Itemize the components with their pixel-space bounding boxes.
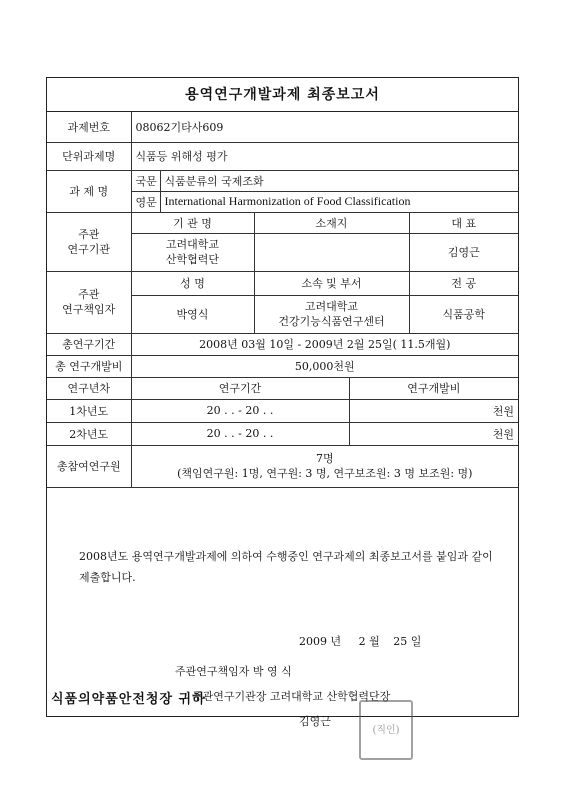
- researcher-major-header: 전 공: [409, 271, 518, 295]
- org-address-value: [254, 233, 409, 271]
- participants-total: 7명: [315, 452, 334, 465]
- yearly-label: 연구년차: [47, 377, 131, 399]
- participants-breakdown: (책임연구원: 1명, 연구원: 3 명, 연구보조원: 3 명 보조원: 명): [177, 467, 473, 480]
- host-researcher-label-line1: 주관: [78, 288, 100, 301]
- row-unit-project: [47, 142, 518, 170]
- researcher-dept-header: 소속 및 부서: [254, 271, 409, 295]
- unit-project-label: 단위과제명: [47, 142, 131, 170]
- researcher-name-header: 성 명: [131, 271, 254, 295]
- row-researcher-header: [47, 271, 518, 295]
- addressee: 식품의약품안전청장 귀하: [51, 692, 206, 707]
- org-name-line2: 산학협력단: [165, 253, 220, 266]
- org-rep-value: 김영근: [409, 233, 518, 271]
- korean-title: 식품분류의 국제조화: [160, 170, 518, 191]
- row-yearly-header: [47, 377, 518, 399]
- host-org-label-line2: 연구기관: [67, 242, 110, 256]
- year-1-period: 20 . . - 20 . .: [131, 399, 349, 422]
- korean-label: 국문: [131, 170, 160, 191]
- org-head-name: 김영근: [299, 715, 331, 728]
- researcher-major-value: 식품공학: [409, 295, 518, 333]
- host-researcher-label: [47, 271, 131, 333]
- total-cost-label: 총 연구개발비: [47, 355, 131, 377]
- org-name-line1: 고려대학교: [165, 238, 220, 251]
- host-researcher-label-line2: 연구책임자: [62, 303, 116, 316]
- date-month: 2 월: [358, 635, 380, 648]
- participants-value: [131, 445, 518, 487]
- submission-statement: 2008년도 용역연구개발과제에 의하여 수행중인 연구과제의 최종보고서를 붙임과 같이 제출합니다.: [79, 550, 493, 584]
- org-head-signature-line: 주관연구기관장 고려대학교 산학협력단장: [192, 690, 391, 703]
- org-address-header: 소재지: [254, 212, 409, 233]
- year-1-label: 1차년도: [47, 399, 131, 422]
- yearly-cost-header: 연구개발비: [349, 377, 518, 399]
- yearly-period-header: 연구기간: [131, 377, 349, 399]
- year-2-cost: 천원: [349, 422, 518, 445]
- english-label: 영문: [131, 191, 160, 212]
- researcher-dept-line2: 건강기능식품연구센터: [278, 315, 385, 328]
- row-year-1: [47, 399, 518, 422]
- year-2-period: 20 . . - 20 . .: [131, 422, 349, 445]
- project-name-label: 과 제 명: [47, 170, 131, 212]
- row-total-cost: [47, 355, 518, 377]
- project-number-value: 08062기타사609: [131, 112, 518, 142]
- total-cost-value: 50,000천원: [131, 355, 518, 377]
- row-total-period: [47, 333, 518, 355]
- org-name-header: 기 관 명: [131, 212, 254, 233]
- form-title: 용역연구개발과제 최종보고서: [47, 78, 518, 112]
- row-year-2: [47, 422, 518, 445]
- seal-text: (직인): [372, 724, 400, 736]
- date-day: 25 일: [393, 635, 422, 648]
- researcher-name-value: 박영식: [131, 295, 254, 333]
- host-org-label: [47, 212, 131, 271]
- total-period-label: 총연구기간: [47, 333, 131, 355]
- english-title: International Harmonization of Food Classification: [160, 191, 518, 212]
- row-project-name-ko: [47, 170, 518, 191]
- row-host-org-header: [47, 212, 518, 233]
- org-name-value: [131, 233, 254, 271]
- unit-project-value: 식품등 위해성 평가: [131, 142, 518, 170]
- year-1-cost: 천원: [349, 399, 518, 422]
- participants-label: 총참여연구원: [47, 445, 131, 487]
- researcher-dept-value: [254, 295, 409, 333]
- date-year: 2009 년: [299, 635, 342, 648]
- researcher-dept-line1: 고려대학교: [304, 300, 359, 313]
- year-2-label: 2차년도: [47, 422, 131, 445]
- host-org-label-line1: 주관: [78, 227, 100, 241]
- official-seal-stamp: [359, 700, 413, 760]
- submission-date: [299, 633, 449, 649]
- researcher-signature-line: 주관연구책임자 박 영 식: [175, 665, 292, 678]
- total-period-value: 2008년 03월 10일 - 2009년 2월 25일( 11.5개월): [131, 333, 518, 355]
- project-info-table: [47, 112, 518, 488]
- org-rep-header: 대 표: [409, 212, 518, 233]
- row-participants: [47, 445, 518, 487]
- row-project-number: [47, 112, 518, 142]
- report-form: [46, 77, 519, 736]
- project-number-label: 과제번호: [47, 112, 131, 142]
